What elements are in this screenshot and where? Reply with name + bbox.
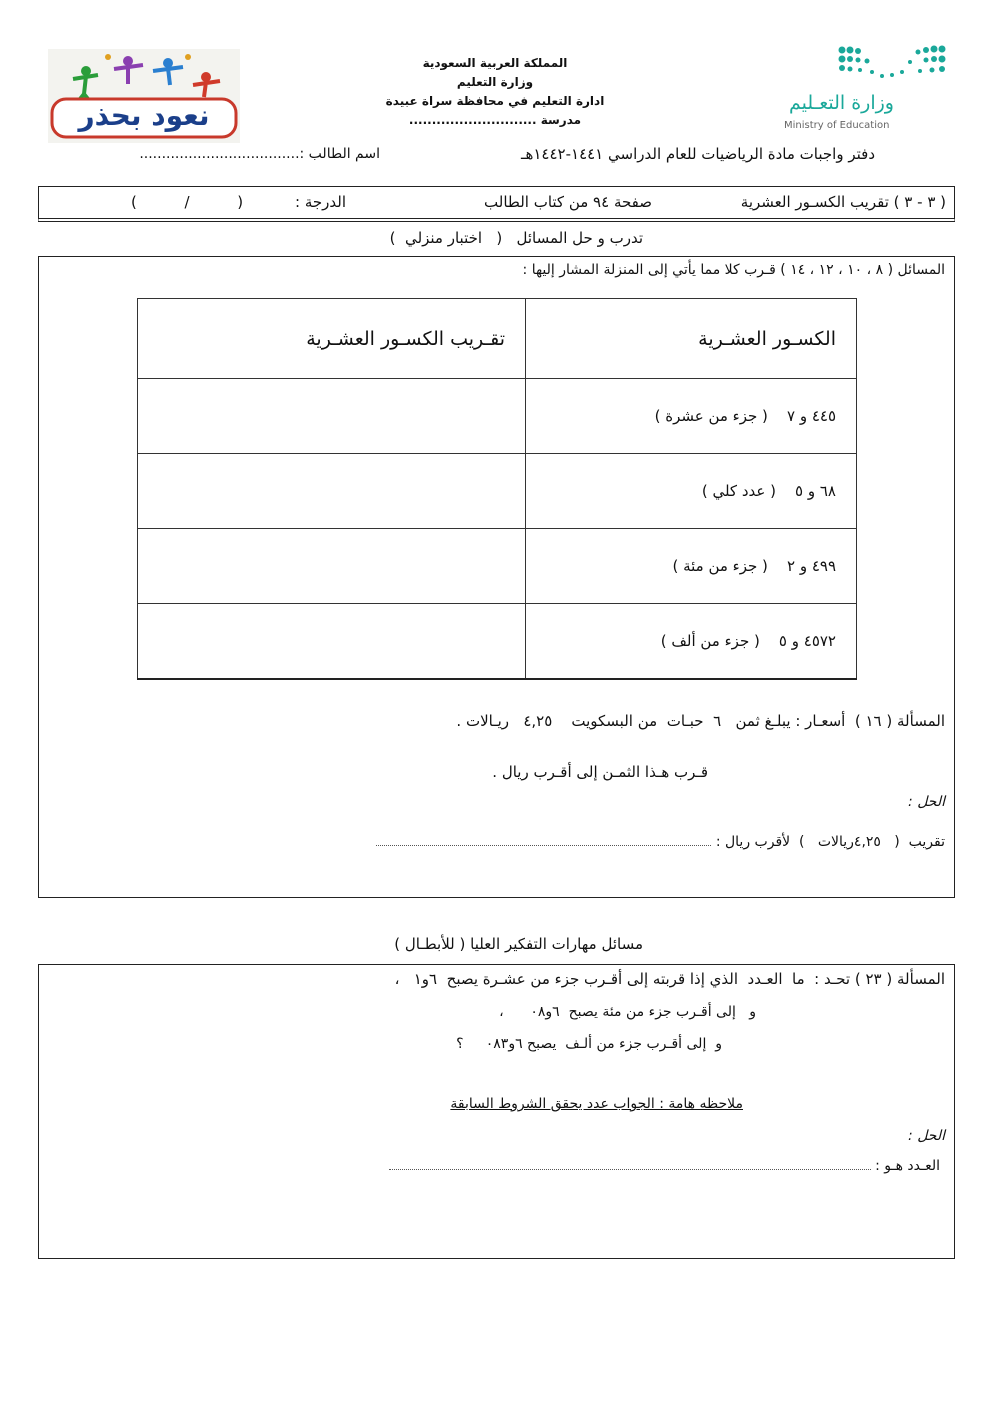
answer-label: العـدد هـو : [875, 1158, 940, 1174]
answer-cell[interactable] [138, 529, 526, 604]
problem16-answer-line[interactable] [376, 834, 945, 850]
grade-value: ( / ) [131, 193, 244, 211]
answer-dotted-line[interactable] [376, 835, 711, 846]
answer-label: تقريب ( ٤,٢٥ريالات ) لأقرب ريال : [715, 834, 945, 850]
problem16-text: المسألة ( ١٦ ) أسعـار : يبلـغ ثمن ٦ حبـات من البسكويت ٤,٢٥ ريـالات . [456, 712, 945, 730]
notebook-title: دفتر واجبات مادة الرياضيات للعام الدراسي ١٤٤١-١٤٤٢هـ [521, 145, 875, 163]
decimal-cell: ٤٩٩ و ٢ ( جزء من مئة ) [526, 529, 857, 604]
student-name-field[interactable]: اسم الطالب :.................................... [139, 146, 380, 162]
answer-cell[interactable] [138, 604, 526, 680]
ministry-logo-english: Ministry of Education [784, 120, 890, 131]
ministry-dots-icon [782, 44, 947, 82]
answer-dotted-line[interactable] [389, 1159, 871, 1170]
decimal-cell: ٤٤٥ و ٧ ( جزء من عشرة ) [526, 379, 857, 454]
ministry-logo-arabic: وزارة التعـليم [788, 92, 894, 114]
table-row [138, 379, 857, 454]
slogan-logo [48, 49, 240, 143]
lesson-title: ( ٣ - ٣ ) تقريب الكسـور العشرية [740, 193, 946, 211]
table-header-rounding: تقـريب الكسـور العشـرية [138, 299, 526, 379]
problem23-line3: و إلى أقـرب جزء من ألـف يصبح ٦و٠٨٣ ؟ [456, 1036, 722, 1052]
problem23-line2: و إلى أقـرب جزء من مئة يصبح ٦و٠٨ ، [499, 1004, 756, 1020]
answer-cell[interactable] [138, 379, 526, 454]
answer-cell[interactable] [138, 454, 526, 529]
problem23-solution-label: الحل : [908, 1128, 945, 1144]
header-line-ministry: وزارة التعليم [456, 75, 534, 89]
problem23-answer-line[interactable] [389, 1158, 940, 1174]
header-line-school: مدرسة ............................ [408, 113, 582, 127]
ministry-logo [782, 44, 947, 136]
problem16-question: قـرب هـذا الثمـن إلى أقـرب ريال . [492, 763, 708, 781]
section-title-practice: تدرب و حل المسائل ( اختبار منزلي ) [389, 229, 643, 247]
decimal-cell: ٦٨ و ٥ ( عدد كلي ) [526, 454, 857, 529]
table-row [138, 529, 857, 604]
header-line-directorate: ادارة التعليم في محافظة سراة عبيدة [385, 94, 605, 108]
problems-intro: المسائل ( ٨ ، ١٠ ، ١٢ ، ١٤ ) قـرب كلا مما يأتي إلى المنزلة المشار إليها : [522, 262, 945, 278]
problem16-solution-label: الحل : [908, 794, 945, 810]
page-reference: صفحة ٩٤ من كتاب الطالب [484, 193, 652, 211]
important-note: ملاحظه هامة : الجواب عدد يحقق الشروط السابقة [450, 1096, 743, 1112]
slogan-logo-text: نعود بحذر [78, 99, 210, 132]
rounding-table [137, 298, 857, 680]
decimal-cell: ٤٥٧٢ و ٥ ( جزء من ألف ) [526, 604, 857, 680]
lesson-bar [38, 186, 955, 222]
table-header-decimals: الكسـور العشـرية [526, 299, 857, 379]
table-row [138, 604, 857, 680]
section-title-thinking: مسائل مهارات التفكير العليا ( للأبطـال ) [394, 935, 643, 953]
problem23-line1: المسألة ( ٢٣ ) تحـد : ما العـدد الذي إذا قربته إلى أقـرب جزء من عشـرة يصبح ٦و١ ، [394, 970, 945, 988]
header-line-country: المملكة العربية السعودية [422, 56, 568, 70]
table-row [138, 454, 857, 529]
grade-label: الدرجة : [295, 193, 346, 211]
header-text [385, 54, 605, 130]
